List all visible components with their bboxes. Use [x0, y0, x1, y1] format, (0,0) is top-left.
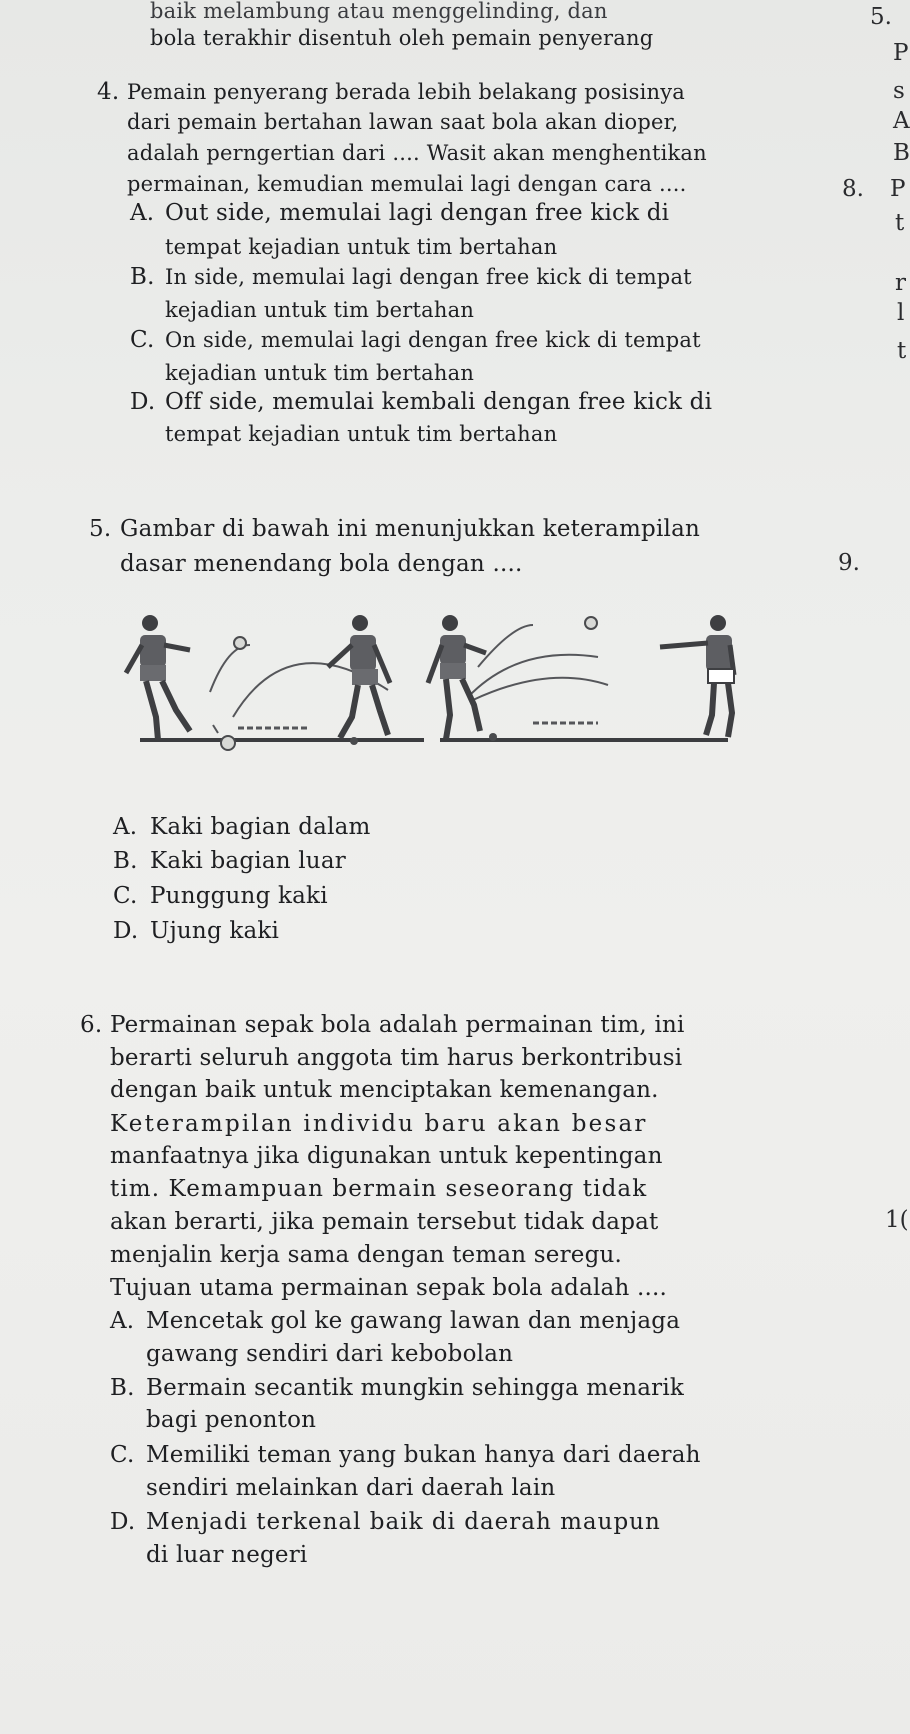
q5-option-a-text: Kaki bagian dalam: [150, 814, 371, 840]
right-fragment-p: P: [893, 40, 909, 66]
q6-option-b-text: Bermain secantik mungkin sehingga menarik: [146, 1375, 685, 1401]
right-fragment-t: t: [895, 210, 905, 236]
right-fragment-p8: P: [890, 176, 906, 202]
q5-number: 5.: [89, 516, 112, 542]
q6-stem-line: Permainan sepak bola adalah permainan tim, ini: [110, 1012, 685, 1038]
q6-stem-line: menjalin kerja sama dengan teman seregu.: [110, 1242, 623, 1268]
q5-option-a-letter: A.: [113, 814, 138, 840]
q6-stem-line: Keterampilan individu baru akan besar: [110, 1111, 648, 1137]
right-fragment-b: B: [893, 140, 910, 166]
q4-stem-line: Pemain penyerang berada lebih belakang posisinya: [127, 80, 685, 104]
right-fragment-t2: t: [897, 338, 907, 364]
q4-option-d-text: tempat kejadian untuk tim bertahan: [165, 422, 558, 446]
q6-option-c-text: Memiliki teman yang bukan hanya dari daerah: [146, 1442, 701, 1468]
q6-stem-line: berarti seluruh anggota tim harus berkontribusi: [110, 1045, 683, 1071]
right-fragment-8: 8.: [842, 176, 864, 202]
q4-option-a-letter: A.: [130, 200, 155, 226]
q5-option-c-letter: C.: [113, 883, 138, 909]
q4-option-c-text: kejadian untuk tim bertahan: [165, 361, 475, 385]
q6-option-b-letter: B.: [110, 1375, 135, 1401]
q6-option-a-text: Mencetak gol ke gawang lawan dan menjaga: [146, 1308, 681, 1334]
q4-option-a-text: tempat kejadian untuk tim bertahan: [165, 235, 558, 259]
q6-option-a-text: gawang sendiri dari kebobolan: [146, 1341, 514, 1367]
q6-stem-line: tim. Kemampuan bermain seseorang tidak: [110, 1176, 648, 1202]
q6-option-c-text: sendiri melainkan dari daerah lain: [146, 1475, 556, 1501]
q6-stem-line: dengan baik untuk menciptakan kemenangan.: [110, 1077, 659, 1103]
q4-option-d-text: Off side, memulai kembali dengan free kick di: [165, 389, 713, 415]
q5-option-b-letter: B.: [113, 848, 138, 874]
q6-option-a-letter: A.: [110, 1308, 135, 1334]
top-fragment-line-2: bola terakhir disentuh oleh pemain penyerang: [150, 26, 654, 50]
q6-stem-line: akan berarti, jika pemain tersebut tidak dapat: [110, 1209, 659, 1235]
right-fragment-l: l: [897, 300, 905, 326]
top-fragment-line-1: baik melambung atau menggelinding, dan: [150, 0, 608, 23]
q6-stem-line: Tujuan utama permainan sepak bola adalah ....: [110, 1275, 668, 1301]
q5-option-d-letter: D.: [113, 918, 139, 944]
kicking-illustration-svg: [128, 605, 738, 780]
right-fragment-a: A: [893, 108, 910, 134]
q5-kicking-illustration: [128, 605, 738, 780]
q4-option-a-text: Out side, memulai lagi dengan free kick di: [165, 200, 670, 226]
q4-stem-line: dari pemain bertahan lawan saat bola akan dioper,: [127, 110, 679, 134]
q4-number: 4.: [97, 79, 120, 105]
q4-option-b-text: In side, memulai lagi dengan free kick di tempat: [165, 265, 692, 289]
q4-option-c-letter: C.: [130, 327, 155, 353]
right-fragment-10: 1(: [885, 1207, 909, 1233]
q6-option-d-text: Menjadi terkenal baik di daerah maupun: [146, 1509, 661, 1535]
right-fragment-s: s: [893, 78, 905, 104]
q6-stem-line: manfaatnya jika digunakan untuk kepentingan: [110, 1143, 663, 1169]
q5-option-b-text: Kaki bagian luar: [150, 848, 346, 874]
q6-option-d-text: di luar negeri: [146, 1542, 308, 1568]
q6-number: 6.: [80, 1012, 103, 1038]
q5-option-c-text: Punggung kaki: [150, 883, 328, 909]
q6-option-d-letter: D.: [110, 1509, 136, 1535]
q4-option-c-text: On side, memulai lagi dengan free kick di tempat: [165, 328, 701, 352]
q5-option-d-text: Ujung kaki: [150, 918, 280, 944]
q4-option-b-letter: B.: [130, 264, 155, 290]
q6-option-c-letter: C.: [110, 1442, 135, 1468]
q6-option-b-text: bagi penonton: [146, 1407, 317, 1433]
q5-stem-line: Gambar di bawah ini menunjukkan keterampilan: [120, 516, 701, 542]
q4-option-d-letter: D.: [130, 389, 156, 415]
q4-stem-line: permainan, kemudian memulai lagi dengan cara ....: [127, 172, 687, 196]
right-fragment-r: r: [895, 270, 906, 296]
right-fragment-5: 5.: [870, 4, 892, 30]
right-fragment-9: 9.: [838, 550, 860, 576]
q5-stem-line: dasar menendang bola dengan ....: [120, 551, 523, 577]
q4-option-b-text: kejadian untuk tim bertahan: [165, 298, 475, 322]
q4-stem-line: adalah perngertian dari .... Wasit akan menghentikan: [127, 141, 707, 165]
